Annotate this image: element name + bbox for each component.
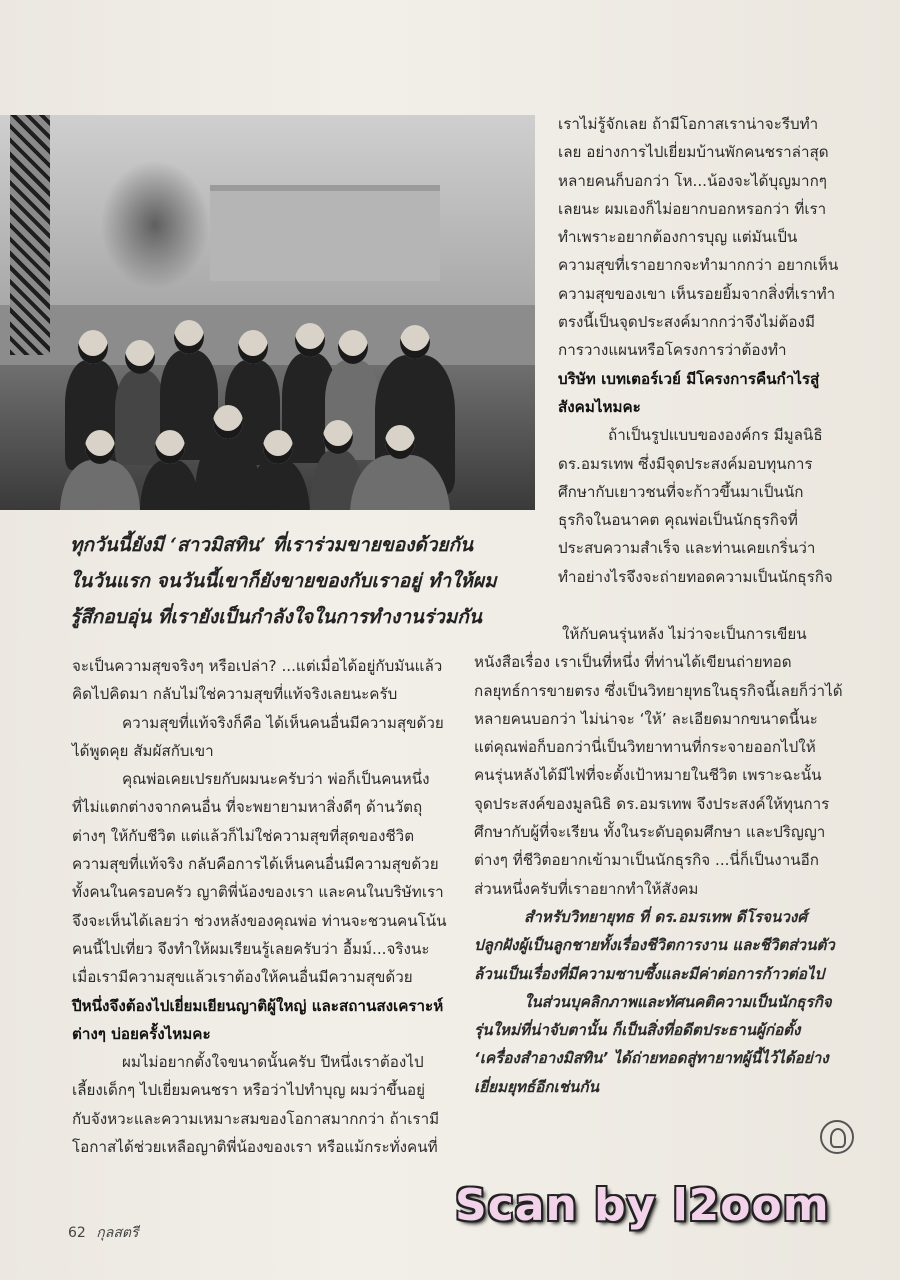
text-line: ศึกษากับเยาวชนที่จะก้าวขึ้นมาเป็นนัก bbox=[558, 482, 804, 501]
question-heading: ปีหนึ่งจึงต้องไปเยี่ยมเยียนญาติผู้ใหญ่ และสถานสงเคราะห์ bbox=[72, 996, 444, 1015]
page-number: 62 bbox=[68, 1225, 86, 1241]
text-line: คนนี้ไปเที่ยว จึงทำให้ผมเรียนรู้เลยครับว่า อื้มม์...จริงนะ bbox=[72, 939, 430, 958]
text-line: ความสุขที่เราอยากจะทำมากกว่า อยากเห็น bbox=[558, 256, 839, 275]
text-line: ความสุขที่แท้จริงก็คือ ได้เห็นคนอื่นมีความสุขด้วย bbox=[122, 713, 444, 732]
text-line: เลยนะ ผมเองก็ไม่อยากบอกหรอกว่า ที่เรา bbox=[558, 199, 827, 218]
italic-line: ในส่วนบุคลิกภาพและทัศนคติความเป็นนักธุรกิจ bbox=[524, 992, 832, 1011]
right-column-upper bbox=[558, 110, 858, 591]
text-line: คุณพ่อเคยเปรยกับผมนะครับว่า พ่อก็เป็นคนหนึ่ง bbox=[122, 770, 430, 789]
text-line: คนรุ่นหลังได้มีไฟที่จะตั้งเป้าหมายในชีวิต เพราะฉะนั้น bbox=[474, 766, 822, 785]
text-line: ถ้าเป็นรูปแบบขององค์กร มีมูลนิธิ bbox=[608, 426, 823, 445]
question-heading: ต่างๆ บ่อยครั้งไหมคะ bbox=[72, 1024, 211, 1043]
text-line: กลยุทธ์การขายตรง ซึ่งเป็นวิทยายุทธในธุรกิจนี้เลยก็ว่าได้ bbox=[474, 681, 843, 700]
page-footer bbox=[68, 1222, 145, 1244]
text-line: คิดไปคิดมา กลับไม่ใช่ความสุขที่แท้จริงเลยนะครับ bbox=[72, 685, 398, 704]
text-line: เมื่อเรามีความสุขแล้วเราต้องให้คนอื่นมีความสุขด้วย bbox=[72, 968, 413, 987]
text-line: ความสุขที่แท้จริง กลับคือการได้เห็นคนอื่นมีความสุขด้วย bbox=[72, 855, 439, 874]
text-line: เลี้ยงเด็กๆ ไปเยี่ยมคนชรา หรือว่าไปทำบุญ ผมว่าขึ้นอยู่ bbox=[72, 1081, 426, 1100]
italic-line: รุ่นใหม่ที่น่าจับตานั้น ก็เป็นสิ่งที่อดีตประธานผู้ก่อตั้ง bbox=[474, 1021, 801, 1040]
text-line: หลายคนบอกว่า ไม่น่าจะ ‘ให้’ ละเอียดมากขนาดนี้นะ bbox=[474, 709, 818, 728]
text-line: ได้พูดคุย สัมผัสกับเขา bbox=[72, 741, 214, 760]
text-line: จึงจะเห็นได้เลยว่า ช่วงหลังของคุณพ่อ ท่านจะชวนคนโน้น bbox=[72, 911, 447, 930]
italic-line: สำหรับวิทยายุทธ ที่ ดร.อมรเทพ ดีโรจนวงศ์ bbox=[524, 907, 807, 926]
text-line: จุดประสงค์ของมูลนิธิ ดร.อมรเทพ จึงประสงค์ให้ทุนการ bbox=[474, 794, 830, 813]
caption-line: ทุกวันนี้ยังมี ‘สาวมิสทิน’ ที่เราร่วมขายของด้วยกัน bbox=[70, 534, 474, 556]
text-line: ธุรกิจในอนาคต คุณพ่อเป็นนักธุรกิจที่ bbox=[558, 511, 798, 530]
group-photo bbox=[0, 115, 535, 510]
text-line: ผมไม่อยากตั้งใจขนาดนั้นครับ ปีหนึ่งเราต้องไป bbox=[122, 1053, 424, 1072]
caption-line: ในวันแรก จนวันนี้เขาก็ยังขายของกับเราอยู่ ทำให้ผม bbox=[70, 570, 497, 592]
text-line: ดร.อมรเทพ ซึ่งมีจุดประสงค์มอบทุนการ bbox=[558, 454, 813, 473]
question-heading: บริษัท เบทเตอร์เวย์ มีโครงการคืนกำไรสู่ bbox=[558, 369, 820, 388]
text-line: ต่างๆ ให้กับชีวิต แต่แล้วก็ไม่ใช่ความสุขที่สุดของชีวิต bbox=[72, 826, 415, 845]
eiffel-tower-icon bbox=[10, 115, 50, 355]
question-heading: สังคมไหมคะ bbox=[558, 397, 641, 416]
caption-line: รู้สึกอบอุ่น ที่เรายังเป็นกำลังใจในการทำงานร่วมกัน bbox=[70, 606, 482, 628]
magazine-logo-icon bbox=[820, 1120, 854, 1154]
italic-line: ปลูกฝังผู้เป็นลูกชายทั้งเรื่องชีวิตการงาน และชีวิตส่วนตัว bbox=[474, 936, 835, 955]
text-line: โอกาสได้ช่วยเหลือญาติพี่น้องของเรา หรือแม้กระทั่งคนที่ bbox=[72, 1138, 438, 1157]
text-line: แต่คุณพ่อก็บอกว่านี่เป็นวิทยาทานที่กระจายออกไปให้ bbox=[474, 738, 816, 757]
text-line: ทำอย่างไรจึงจะถ่ายทอดความเป็นนักธุรกิจ bbox=[558, 567, 833, 586]
right-column-lower bbox=[474, 620, 859, 1101]
text-line: หนังสือเรื่อง เราเป็นที่หนึ่ง ที่ท่านได้เขียนถ่ายทอด bbox=[474, 653, 792, 672]
text-line: เลย อย่างการไปเยี่ยมบ้านพักคนชราล่าสุด bbox=[558, 143, 829, 162]
text-line: ต่างๆ ที่ชีวิตอยากเข้ามาเป็นนักธุรกิจ ...นี่ก็เป็นงานอีก bbox=[474, 851, 819, 870]
scan-watermark: Scan by l2oom bbox=[455, 1180, 830, 1231]
photo-caption bbox=[70, 527, 540, 635]
text-line: ที่ไม่แตกต่างจากคนอื่น ที่จะพยายามหาสิ่งดีๆ ด้านวัตถุ bbox=[72, 798, 423, 817]
text-line: ตรงนี้เป็นจุดประสงค์มากกว่าจึงไม่ต้องมี bbox=[558, 313, 815, 332]
text-line: การวางแผนหรือโครงการว่าต้องทำ bbox=[558, 341, 787, 360]
left-column bbox=[72, 652, 457, 1161]
text-line: เราไม่รู้จักเลย ถ้ามีโอกาสเราน่าจะรีบทำ bbox=[558, 115, 819, 133]
text-line: ให้กับคนรุ่นหลัง ไม่ว่าจะเป็นการเขียน bbox=[562, 625, 807, 643]
text-line: ทั้งคนในครอบครัว ญาติพี่น้องของเรา และคนในบริษัทเรา bbox=[72, 883, 444, 902]
text-line: ทำเพราะอยากต้องการบุญ แต่มันเป็น bbox=[558, 228, 798, 247]
italic-line: ล้วนเป็นเรื่องที่มีความซาบซึ้งและมีค่าต่อการก้าวต่อไป bbox=[474, 964, 825, 983]
italic-line: เยี่ยมยุทธ์อีกเช่นกัน bbox=[474, 1077, 599, 1096]
text-line: ศึกษากับผู้ที่จะเรียน ทั้งในระดับอุดมศึกษา และปริญญา bbox=[474, 823, 826, 842]
italic-line: ‘เครื่องสำอางมิสทิน’ ได้ถ่ายทอดสู่ทายาทผู้นี้ไว้ได้อย่าง bbox=[474, 1049, 829, 1068]
text-line: ประสบความสำเร็จ และท่านเคยเกริ่นว่า bbox=[558, 539, 816, 558]
text-line: ส่วนหนึ่งครับที่เราอยากทำให้สังคม bbox=[474, 879, 699, 898]
magazine-name: กุลสตรี bbox=[96, 1225, 139, 1241]
text-line: กับจังหวะและความเหมาะสมของโอกาสมากกว่า ถ้าเรามี bbox=[72, 1109, 440, 1128]
text-line: จะเป็นความสุขจริงๆ หรือเปล่า? ...แต่เมื่อได้อยู่กับมันแล้ว bbox=[72, 657, 443, 675]
text-line: หลายคนก็บอกว่า โห...น้องจะได้บุญมากๆ bbox=[558, 171, 827, 190]
text-line: ความสุขของเขา เห็นรอยยิ้มจากสิ่งที่เราทำ bbox=[558, 284, 836, 303]
